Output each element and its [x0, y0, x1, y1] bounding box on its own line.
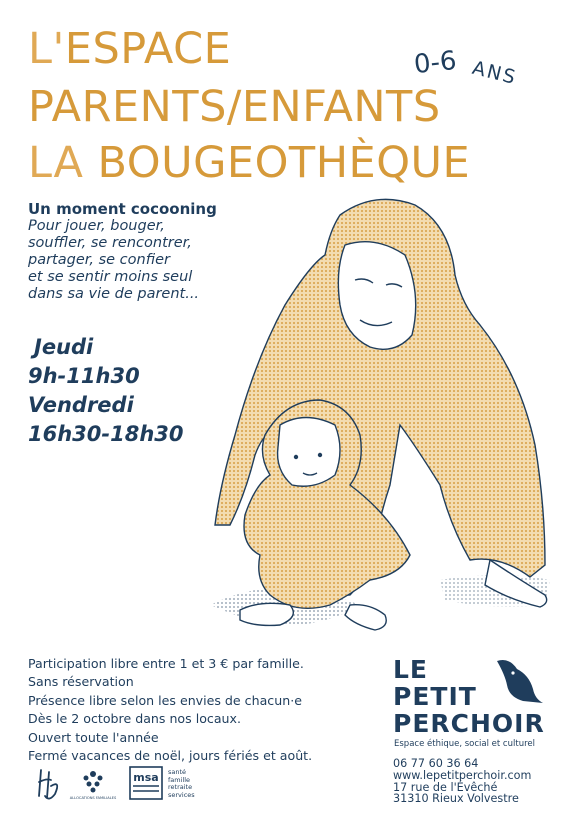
brand-subtitle: Espace éthique, social et culturel — [394, 739, 535, 749]
schedule-time-1: 9h-11h30 — [28, 364, 140, 388]
schedule-day-2: Vendredi — [28, 393, 134, 417]
contact-info — [393, 758, 531, 805]
info-start: Dès le 2 octobre dans nos locaux. — [28, 711, 241, 727]
schedule-time-2: 16h30-18h30 — [28, 422, 184, 446]
parent-child-illustration — [200, 185, 570, 645]
brand-logo — [393, 655, 573, 745]
brand-word-petit: PETIT — [393, 682, 477, 711]
age-unit: ANS — [470, 56, 520, 90]
age-range: 0-6 — [412, 45, 458, 81]
partner-logos — [35, 762, 215, 810]
title-prefix: L' — [28, 24, 65, 74]
title-main-bougeotheque: BOUGEOTHÈQUE — [97, 138, 471, 188]
schedule-day-1: Jeudi — [34, 335, 94, 359]
schedule — [28, 333, 184, 449]
practical-info — [28, 655, 312, 765]
msa-tagline — [168, 769, 195, 799]
contact-phone[interactable]: 06 77 60 36 64 — [393, 757, 479, 770]
msa-logo-icon — [129, 766, 163, 800]
info-booking: Sans réservation — [28, 674, 134, 690]
hg-logo-icon — [35, 766, 61, 804]
msa-wordmark: msa — [133, 771, 159, 784]
title-prefix-la: LA — [28, 138, 84, 188]
bird-logo-icon — [493, 655, 545, 707]
msa-line-3: retraite — [168, 783, 193, 792]
msa-line-1: santé — [168, 768, 187, 776]
contact-city: 31310 Rieux Volvestre — [393, 792, 519, 806]
title-line-2: PARENTS/ENFANTS — [28, 82, 441, 132]
contact-street: 17 rue de l'Évêché — [393, 780, 498, 794]
title-main: ESPACE — [64, 24, 232, 74]
info-price: Participation libre entre 1 et 3 € par famille. — [28, 656, 304, 671]
brand-word-le: LE — [393, 655, 429, 684]
tagline-heading: Un moment cocooning — [28, 200, 217, 218]
msa-line-2: famille — [168, 775, 191, 784]
msa-line-4: services — [168, 790, 195, 799]
info-presence: Présence libre selon les envies de chacun·e — [28, 692, 302, 708]
contact-website[interactable]: www.lepetitperchoir.com — [393, 768, 532, 782]
title-line-3 — [28, 140, 470, 186]
title-line-1 — [28, 26, 231, 72]
info-closed: Fermé vacances de noël, jours fériés et août. — [28, 748, 313, 764]
tagline-body: Pour jouer, bouger, souffler, se rencontrer, partager, se confier et se sentir moins seul dans sa vie de parent... — [28, 218, 200, 302]
brand-word-perchoir: PERCHOIR — [393, 709, 545, 738]
caf-logo-icon — [69, 764, 117, 804]
age-badge — [412, 42, 542, 112]
caf-logo-text: ALLOCATIONS FAMILIALES — [69, 796, 117, 800]
info-open: Ouvert toute l'année — [28, 729, 159, 745]
